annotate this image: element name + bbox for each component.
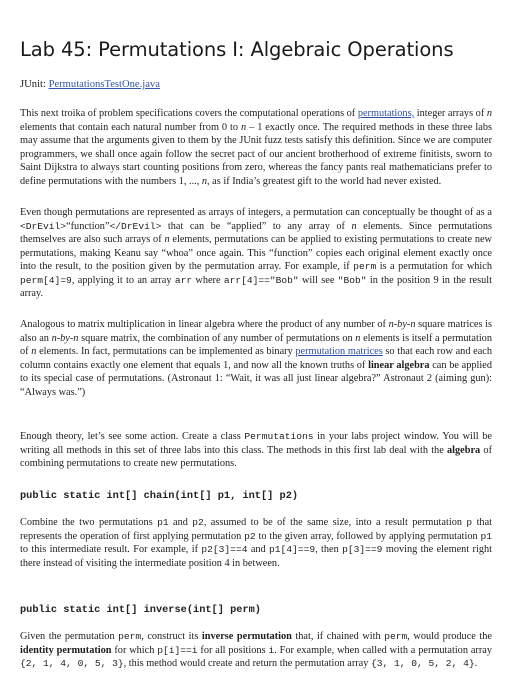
inverse-description: Given the permutation perm, construct its inverse permutation that, if chained with perm, would produce the identity permutation for which p[i]==i for all positions i. For example, when called with a permutation array {2, 1, 4, 0, 5, 3}, this method would create and return the permutation array {3, 1, 0, 5, 2, 4}. xyxy=(20,631,492,670)
function-paragraph: Even though permutations are represented as arrays of integers, a permutation can conceptually be thought of as a <DrEvil>“function”</DrEvil> that can be “applied” to any array of n elements. Since permutations themselves are also such arrays of n elements, permutations can be applied to existing permutations to create new permutations, making Keanu say “whoa” once again. This “function” copies each original element exactly once into the result, to the position given by the permutation array. For example, if perm is a permutation for which perm[4]=9, applying it to an array arr where arr[4]=="Bob" will see "Bob" in the position 9 in the result array. xyxy=(20,207,493,300)
permutations-link[interactable]: permutations, xyxy=(357,108,415,119)
junit-test-link[interactable]: PermutationsTestOne.java xyxy=(48,79,160,90)
chain-method-signature: public static int[] chain(int[] p1, int[] p2) xyxy=(20,490,299,502)
matrix-paragraph: Analogous to matrix multiplication in linear algebra where the product of any number of n-by-n square matrices is also an n-by-n square matrix, the combination of any number of permutations on n elements is itself a permutation of n elements. In fact, permutations can be implemented as binary permutation matrices so that each row and each column contains exactly one element that equals 1, and now all the known truths of linear algebra can be applied to its special case of permutations. (Astronaut 1: “Wait, it was all just linear algebra?” Astronaut 2 (aiming gun): “Always was.”) xyxy=(20,319,493,398)
permutation-matrices-link[interactable]: permutation matrices xyxy=(295,346,383,358)
inverse-method-signature: public static int[] inverse(int[] perm) xyxy=(20,604,261,616)
chain-description: Combine the two permutations p1 and p2, assumed to be of the same size, into a result permutation p that represents the operation of first applying permutation p2 to the given array, followed by applying permutation p1 to this intermediate result. For example, if p2[3]==4 and p1[4]==9, then p[3]==9 moving the element right there instead of visiting the intermediate position 4 in between. xyxy=(20,517,493,569)
junit-label: JUnit: xyxy=(20,79,49,90)
action-paragraph: Enough theory, let’s see some action. Create a class Permutations in your labs project window. You will be writing all methods in this set of three labs into this class. The methods in this first lab deal with the algebra of combining permutations to create new permutations. xyxy=(20,431,493,470)
intro-paragraph: This next troika of problem specifications covers the computational operations of permutations, integer arrays of n elements that contain each natural number from 0 to n – 1 exactly once. The required methods in these three labs may assume that the arguments given to them by the JUnit fuzz tests satisfy this definition. Since we are computer programmers, we shall once again follow the secret pact of our ancient brotherhood of extreme finitists, sworn to Saint Dijkstra to always start counting positions from zero, whereas the fancy pants real mathematicians prefer to define permutations with the numbers 1, ..., n, as if India’s greatest gift to the world had never existed. xyxy=(20,108,492,187)
page-title: Lab 45: Permutations I: Algebraic Operations xyxy=(20,38,454,61)
junit-reference xyxy=(20,79,510,90)
